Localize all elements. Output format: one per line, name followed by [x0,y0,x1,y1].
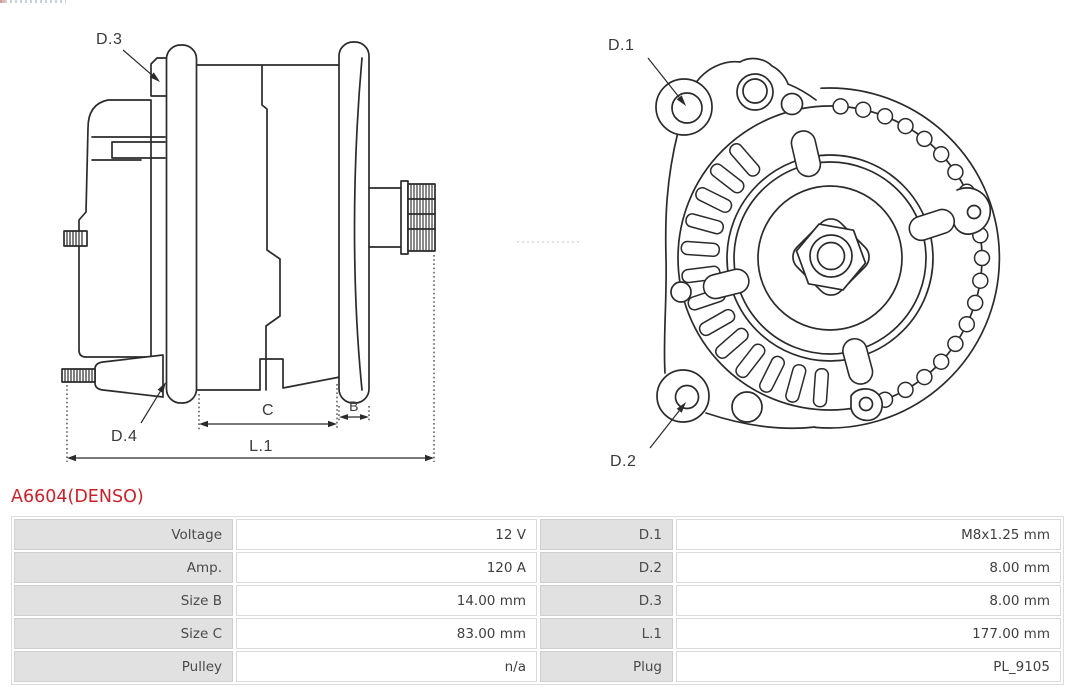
dim-label-d4: D.4 [111,428,138,445]
spec-label: L.1 [540,618,673,649]
top-small-hole [782,94,803,115]
spec-label: D.2 [540,552,673,583]
right-tab-hole [968,206,981,219]
dim-label-c: C [261,402,275,419]
spec-value: 8.00 mm [676,585,1061,616]
spec-value: 14.00 mm [236,585,537,616]
top-boss-hole [743,79,767,103]
rear-cover [79,100,151,357]
bottom-left-lug-hole [676,386,699,409]
spec-value: M8x1.25 mm [676,519,1061,550]
front-flange-left [167,45,197,403]
top-left-lug-hole [672,93,702,123]
web-hole [671,282,691,302]
spec-table [11,516,1064,685]
bottom-tab-hole [860,398,873,411]
spec-value: n/a [236,651,537,682]
dim-label-d1: D.1 [608,37,635,54]
leader-d2 [650,411,679,448]
spec-label: Voltage [14,519,233,550]
spec-value: 8.00 mm [676,552,1061,583]
main-body [196,65,345,390]
spec-label: Pulley [14,651,233,682]
part-number-title: A6604(DENSO) [11,487,144,507]
dim-label-d2: D.2 [610,453,637,470]
spec-label: Amp. [14,552,233,583]
leader-d3 [123,50,152,75]
spec-value: 177.00 mm [676,618,1061,649]
terminal-stud-lower [62,369,95,382]
shaft-end-outer [810,235,852,277]
bracket-left-edge [664,132,678,373]
terminal-stud-upper [64,231,87,246]
spec-label: D.1 [540,519,673,550]
dim-label-d3: D.3 [96,31,123,48]
spec-value: PL_9105 [676,651,1061,682]
spline-pulley [408,184,435,251]
dim-label-b: B [349,398,359,414]
side-view-drawing [62,42,435,403]
lower-boss [95,355,163,397]
spec-label: Plug [540,651,673,682]
dim-label-l1: L.1 [249,438,273,455]
spec-label: Size B [14,585,233,616]
spec-value: 12 V [236,519,537,550]
shaft-collar [401,181,408,254]
spec-label: Size C [14,618,233,649]
spec-label: D.3 [540,585,673,616]
spec-value: 83.00 mm [236,618,537,649]
shaft-lines [369,188,402,247]
rear-view-drawing [656,59,999,429]
spec-value: 120 A [236,552,537,583]
bottom-boss [732,392,762,422]
